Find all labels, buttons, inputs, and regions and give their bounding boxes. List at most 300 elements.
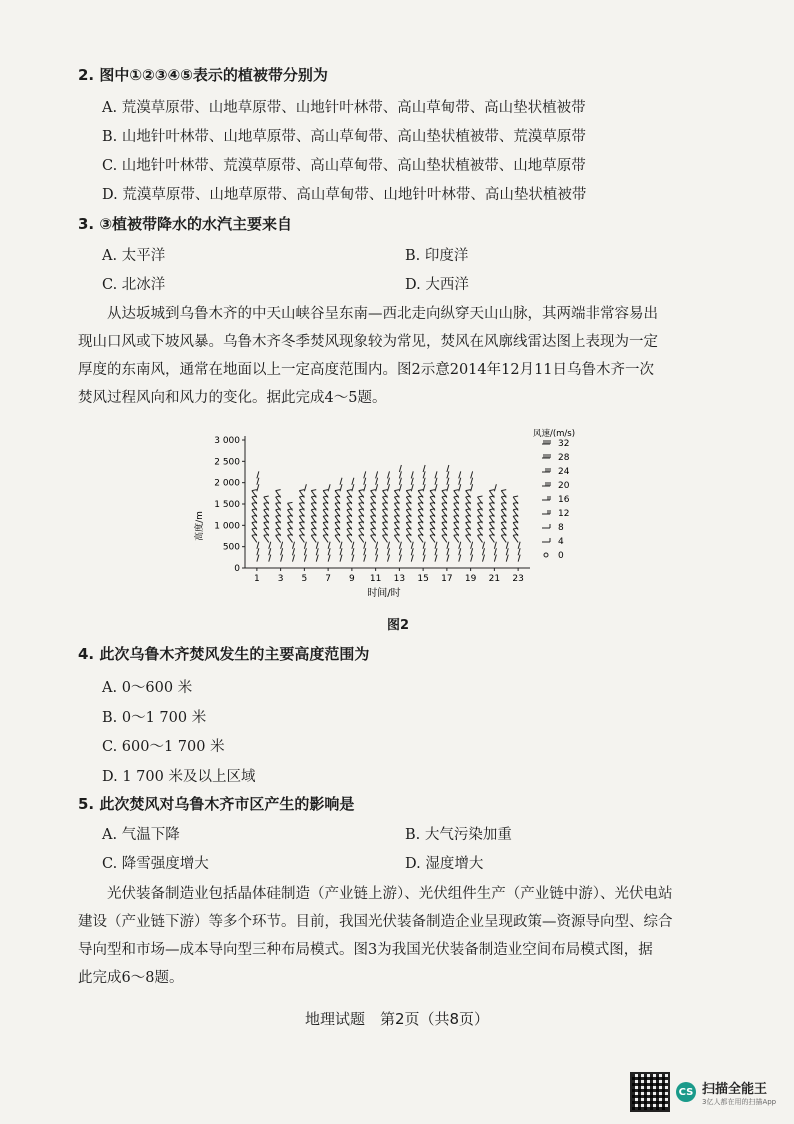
wind-barb xyxy=(506,548,508,555)
wind-barb xyxy=(340,484,342,491)
wind-barb-shaft xyxy=(506,548,508,555)
wind-barb xyxy=(471,484,473,491)
wind-barb-shaft xyxy=(352,548,354,555)
wind-barb-shaft xyxy=(459,484,461,491)
wind-barb-shaft xyxy=(352,484,354,491)
wind-barb xyxy=(518,555,520,562)
x-tick-label: 13 xyxy=(393,574,406,584)
wind-barb xyxy=(304,542,306,549)
wind-barb xyxy=(281,555,283,562)
wind-barb xyxy=(376,548,378,555)
wind-barb xyxy=(399,542,401,549)
wind-barb xyxy=(459,484,461,491)
wind-barb xyxy=(304,484,306,491)
wind-barb xyxy=(257,542,259,549)
wind-barb-shaft xyxy=(304,484,306,491)
wind-barb-shaft xyxy=(423,471,425,478)
wind-barb xyxy=(328,484,330,491)
wind-profile-chart xyxy=(190,428,590,608)
wind-barb xyxy=(459,555,461,562)
wind-barb xyxy=(423,548,425,555)
y-tick-label: 3 000 xyxy=(214,436,240,446)
legend-entry xyxy=(542,495,570,505)
question-3-option-d: D. 大西洋 xyxy=(405,277,469,293)
wind-barb xyxy=(518,548,520,555)
wind-barb-shaft xyxy=(447,484,449,491)
wind-barb xyxy=(423,478,425,485)
wind-barb xyxy=(411,548,413,555)
wind-barb xyxy=(423,555,425,562)
wind-barb xyxy=(399,465,401,472)
wind-barb-shaft xyxy=(288,535,293,542)
wind-barb xyxy=(388,555,390,562)
y-tick-label: 2 500 xyxy=(214,457,240,468)
wind-barb xyxy=(435,484,437,491)
wind-barb xyxy=(459,471,461,478)
wind-barb xyxy=(328,555,330,562)
passage-6-8-line-1: 光伏装备制造业包括晶体硅制造（产业链上游）、光伏组件生产（产业链中游）、光伏电站 xyxy=(107,886,673,902)
wind-barb-shaft xyxy=(471,555,473,562)
question-2-title: 2. 图中①②③④⑤表示的植被带分别为 xyxy=(78,66,328,84)
wind-barb-shaft xyxy=(478,535,483,542)
question-2-option-a: A. 荒漠草原带、山地草原带、山地针叶林带、高山草甸带、高山垫状植被带 xyxy=(102,100,586,116)
wind-barb xyxy=(411,471,413,478)
wind-barb-shaft xyxy=(501,535,506,542)
question-3-option-b: B. 印度洋 xyxy=(405,248,469,264)
wind-barb xyxy=(364,542,366,549)
legend-entry xyxy=(542,467,570,477)
x-tick-label: 9 xyxy=(349,574,355,584)
wind-barb-shaft xyxy=(269,548,271,555)
wind-barb xyxy=(257,478,259,485)
wind-barb xyxy=(376,555,378,562)
wind-barb-shaft xyxy=(257,548,259,555)
wind-barb xyxy=(423,542,425,549)
wind-barb-shaft xyxy=(388,484,390,491)
wind-barb-feather xyxy=(406,490,411,491)
wind-barb-shaft xyxy=(435,542,437,549)
legend-entry xyxy=(542,523,564,533)
wind-barb xyxy=(257,555,259,562)
wind-barb-shaft xyxy=(388,548,390,555)
question-4-option-a: A. 0～600 米 xyxy=(102,680,193,696)
wind-barb-shaft xyxy=(518,542,520,549)
wind-barb-shaft xyxy=(423,478,425,485)
wind-barb-shaft xyxy=(406,535,411,542)
wind-barb-feather xyxy=(418,490,423,491)
wind-barb xyxy=(447,478,449,485)
x-tick-label: 5 xyxy=(301,574,308,584)
wind-barb xyxy=(447,555,449,562)
wind-barb-feather xyxy=(489,490,494,491)
wind-barb-shaft xyxy=(359,535,364,542)
wind-barb-shaft xyxy=(364,471,366,478)
y-tick-label: 1 000 xyxy=(214,521,240,532)
legend-entry xyxy=(544,551,564,561)
question-3-option-a: A. 太平洋 xyxy=(102,248,166,264)
wind-barb-shaft xyxy=(364,478,366,485)
wind-barb-shaft xyxy=(293,555,295,562)
wind-barb-shaft xyxy=(328,484,330,491)
passage-6-8-line-4: 此完成6～8题。 xyxy=(78,970,184,986)
scanner-watermark xyxy=(630,1072,776,1112)
wind-barb xyxy=(435,555,437,562)
wind-barb xyxy=(423,484,425,491)
y-tick-label: 500 xyxy=(222,542,240,553)
question-2-option-d: D. 荒漠草原带、山地草原带、高山草甸带、山地针叶林带、高山垫状植被带 xyxy=(102,187,587,203)
wind-barb-shaft xyxy=(299,535,304,542)
wind-barb-feather xyxy=(311,490,316,491)
wind-barb-shaft xyxy=(399,555,401,562)
wind-barb xyxy=(399,471,401,478)
wind-barb xyxy=(388,548,390,555)
wind-barb-shaft xyxy=(447,555,449,562)
wind-barb xyxy=(494,555,496,562)
wind-barb-shaft xyxy=(459,478,461,485)
wind-barb-shaft xyxy=(304,548,306,555)
wind-barb xyxy=(316,548,318,555)
wind-barb-shaft xyxy=(388,555,390,562)
wind-barb-shaft xyxy=(435,471,437,478)
wind-barb-shaft xyxy=(506,542,508,549)
wind-barb-shaft xyxy=(483,542,485,549)
wind-barb-shaft xyxy=(399,478,401,485)
passage-6-8-line-2: 建设（产业链下游）等多个环节。目前，我国光伏装备制造企业呈现政策—资源导向型、综合 xyxy=(78,914,673,930)
wind-barb-shaft xyxy=(483,555,485,562)
wind-barb-shaft xyxy=(513,535,518,542)
wind-barb xyxy=(293,542,295,549)
wind-barb-shaft xyxy=(257,555,259,562)
wind-barb-feather xyxy=(383,490,388,491)
x-tick-label: 15 xyxy=(417,574,429,584)
wind-barb-shaft xyxy=(364,555,366,562)
legend-calm-circle xyxy=(544,553,548,557)
qr-code-icon xyxy=(630,1072,670,1112)
wind-barb xyxy=(293,555,295,562)
wind-barb-shaft xyxy=(411,542,413,549)
wind-barb xyxy=(352,548,354,555)
x-axis-label: 时间/时 xyxy=(367,588,401,599)
page-footer: 地理试题 第2页（共8页） xyxy=(304,1010,490,1028)
wind-barb xyxy=(376,484,378,491)
wind-barb xyxy=(281,542,283,549)
x-tick-label: 11 xyxy=(369,574,382,584)
wind-barb-shaft xyxy=(316,542,318,549)
wind-barb-shaft xyxy=(411,548,413,555)
camscanner-logo-icon: CS xyxy=(676,1082,696,1102)
legend-speed-label: 24 xyxy=(558,467,570,477)
wind-barb-shaft xyxy=(340,548,342,555)
wind-barb xyxy=(459,542,461,549)
wind-barb-shaft xyxy=(399,484,401,491)
wind-barb xyxy=(459,548,461,555)
wind-barb-shaft xyxy=(304,555,306,562)
wind-barb-shaft xyxy=(276,535,281,542)
wind-barb-shaft xyxy=(411,471,413,478)
passage-4-5-line-1: 从达坂城到乌鲁木齐的中天山峡谷呈东南—西北走向纵穿天山山脉，其两端非常容易出 xyxy=(107,306,658,322)
wind-barb-feather xyxy=(335,490,340,491)
wind-barb-shaft xyxy=(423,555,425,562)
wind-barb xyxy=(328,548,330,555)
wind-barb-shaft xyxy=(399,542,401,549)
wind-barb-shaft xyxy=(376,548,378,555)
wind-barb xyxy=(269,542,271,549)
wind-barb xyxy=(328,542,330,549)
wind-barb-shaft xyxy=(316,555,318,562)
wind-barb-shaft xyxy=(459,555,461,562)
wind-barb-shaft xyxy=(459,542,461,549)
x-tick-label: 19 xyxy=(464,574,477,584)
wind-barb xyxy=(399,555,401,562)
wind-barb-shaft xyxy=(335,535,340,542)
wind-barb-shaft xyxy=(447,478,449,485)
wind-barb-feather xyxy=(299,490,304,491)
wind-barb-shaft xyxy=(454,535,459,542)
wind-barb xyxy=(316,542,318,549)
wind-barb-shaft xyxy=(494,548,496,555)
wind-barb-shaft xyxy=(471,478,473,485)
wind-barb-feather xyxy=(513,496,518,497)
wind-barb xyxy=(447,484,449,491)
wind-barb-shaft xyxy=(435,555,437,562)
wind-speed-legend xyxy=(542,439,570,561)
legend-speed-label: 12 xyxy=(558,509,570,519)
wind-barb xyxy=(388,542,390,549)
wind-barb-shaft xyxy=(269,542,271,549)
wind-barb-shaft xyxy=(316,548,318,555)
question-4-title: 4. 此次乌鲁木齐焚风发生的主要高度范围为 xyxy=(78,645,370,663)
wind-barb-feather xyxy=(264,496,269,497)
wind-barb-feather xyxy=(347,490,352,491)
wind-barb-shaft xyxy=(489,535,494,542)
wind-barb-shaft xyxy=(471,471,473,478)
wind-barb xyxy=(376,542,378,549)
wind-barb-shaft xyxy=(340,478,342,485)
wind-barb xyxy=(483,542,485,549)
wind-barb-shaft xyxy=(364,548,366,555)
wind-barb xyxy=(447,548,449,555)
wind-barb-shaft xyxy=(399,465,401,472)
wind-barb-shaft xyxy=(483,548,485,555)
wind-barb xyxy=(411,555,413,562)
wind-barb-shaft xyxy=(388,478,390,485)
legend-speed-label: 32 xyxy=(558,439,570,449)
wind-barb-shaft xyxy=(430,535,435,542)
wind-barb xyxy=(340,542,342,549)
wind-barb-shaft xyxy=(376,555,378,562)
wind-barb xyxy=(364,548,366,555)
wind-barb-shaft xyxy=(281,555,283,562)
wind-barb-shaft xyxy=(471,542,473,549)
wind-barb-shaft xyxy=(340,484,342,491)
wind-barb xyxy=(483,555,485,562)
wind-barb-shaft xyxy=(323,535,328,542)
wind-barb xyxy=(518,542,520,549)
question-5-option-c: C. 降雪强度增大 xyxy=(102,856,209,872)
wind-barb-feather xyxy=(276,490,281,491)
legend-entry xyxy=(542,453,570,463)
legend-speed-label: 8 xyxy=(558,523,564,533)
question-3-option-c: C. 北冰洋 xyxy=(102,277,166,293)
wind-barb-shaft xyxy=(269,555,271,562)
wind-barb-shaft xyxy=(411,484,413,491)
wind-barb xyxy=(483,548,485,555)
wind-barb-shaft xyxy=(376,484,378,491)
wind-barb xyxy=(340,548,342,555)
wind-barb xyxy=(435,548,437,555)
wind-barb xyxy=(304,548,306,555)
wind-barb-shaft xyxy=(447,542,449,549)
wind-barb xyxy=(447,465,449,472)
x-tick-label: 7 xyxy=(325,574,331,584)
wind-barb-shaft xyxy=(388,471,390,478)
wind-barb-shaft xyxy=(399,548,401,555)
wind-barb-shaft xyxy=(506,555,508,562)
wind-barb-feather xyxy=(394,490,399,491)
question-2-option-b: B. 山地针叶林带、山地草原带、高山草甸带、高山垫状植被带、荒漠草原带 xyxy=(102,129,586,145)
wind-barb-shaft xyxy=(328,555,330,562)
wind-barb-shaft xyxy=(257,471,259,478)
passage-4-5-line-2: 现山口风或下坡风暴。乌鲁木齐冬季焚风现象较为常见，焚风在风廓线雷达图上表现为一定 xyxy=(78,334,658,350)
question-5-option-b: B. 大气污染加重 xyxy=(405,827,512,843)
wind-barb-shaft xyxy=(257,478,259,485)
wind-barb xyxy=(340,478,342,485)
wind-barb xyxy=(435,478,437,485)
wind-barb-shaft xyxy=(376,542,378,549)
wind-barb-shaft xyxy=(447,465,449,472)
wind-barb xyxy=(423,465,425,472)
wind-barb-shaft xyxy=(459,471,461,478)
wind-barb-feather xyxy=(323,490,328,491)
wind-barb-feather xyxy=(478,496,483,497)
wind-barb-shaft xyxy=(399,471,401,478)
wind-barb xyxy=(352,542,354,549)
wind-barb-shaft xyxy=(518,548,520,555)
x-tick-label: 3 xyxy=(277,574,284,584)
question-5-option-d: D. 湿度增大 xyxy=(405,856,484,872)
wind-barb-feather xyxy=(454,490,459,491)
wind-barb-shaft xyxy=(293,542,295,549)
wind-barb-shaft xyxy=(252,535,257,542)
wind-barb xyxy=(399,478,401,485)
question-5-option-a: A. 气温下降 xyxy=(102,827,180,843)
wind-barb-shaft xyxy=(435,484,437,491)
wind-barb-shaft xyxy=(388,542,390,549)
question-3-title: 3. ③植被带降水的水汽主要来自 xyxy=(78,215,293,233)
wind-barb xyxy=(423,471,425,478)
wind-barb-shaft xyxy=(376,471,378,478)
wind-barb-shaft xyxy=(352,542,354,549)
wind-barb xyxy=(340,555,342,562)
wind-barb-shaft xyxy=(435,548,437,555)
wind-barb-shaft xyxy=(447,471,449,478)
y-tick-label: 0 xyxy=(234,564,240,574)
question-4-option-c: C. 600～1 700 米 xyxy=(102,739,225,755)
wind-barb-shaft xyxy=(435,478,437,485)
wind-barb-shaft xyxy=(371,535,376,542)
wind-barb-shaft xyxy=(281,542,283,549)
wind-barb-shaft xyxy=(423,465,425,472)
passage-4-5-line-4: 焚风过程风向和风力的变化。据此完成4～5题。 xyxy=(78,390,387,406)
wind-barb xyxy=(447,471,449,478)
wind-barb-shaft xyxy=(494,484,496,491)
passage-6-8-line-3: 导向型和市场—成本导向型三种布局模式。图3为我国光伏装备制造业空间布局模式图，据 xyxy=(78,942,653,958)
wind-barb xyxy=(352,555,354,562)
wind-barb-shaft xyxy=(340,542,342,549)
wind-barb-shaft xyxy=(352,478,354,485)
wind-barb-shaft xyxy=(328,548,330,555)
y-tick-label: 1 500 xyxy=(214,500,240,510)
figure-2-caption: 图2 xyxy=(387,618,410,633)
wind-barb xyxy=(364,471,366,478)
wind-barb xyxy=(257,548,259,555)
wind-barb-feather xyxy=(371,490,376,491)
question-4-option-b: B. 0～1 700 米 xyxy=(102,710,207,726)
wind-barb-feather xyxy=(501,490,506,491)
wind-barb xyxy=(435,471,437,478)
wind-barb xyxy=(352,484,354,491)
wind-barb-feather xyxy=(288,502,293,503)
wind-barb-shaft xyxy=(376,478,378,485)
wind-barb-feather xyxy=(252,490,257,491)
wind-barb-shaft xyxy=(281,548,283,555)
wind-barb xyxy=(304,555,306,562)
wind-barb xyxy=(388,478,390,485)
wind-barb xyxy=(376,471,378,478)
wind-barb-shaft xyxy=(423,542,425,549)
x-tick-label: 21 xyxy=(488,574,501,584)
legend-entry xyxy=(542,537,564,547)
wind-barb-shaft xyxy=(411,478,413,485)
wind-barb-shaft xyxy=(304,542,306,549)
wind-barb-shaft xyxy=(423,484,425,491)
wind-barb-shaft xyxy=(383,535,388,542)
wind-barb-shaft xyxy=(347,535,352,542)
wind-barb xyxy=(399,548,401,555)
passage-4-5-line-3: 厚度的东南风，通常在地面以上一定高度范围内。图2示意2014年12月11日乌鲁木齐一次 xyxy=(78,362,655,378)
wind-barb-shaft xyxy=(293,548,295,555)
wind-barb-feather xyxy=(359,490,364,491)
wind-barb-shaft xyxy=(423,548,425,555)
wind-barb-shaft xyxy=(364,542,366,549)
wind-barb xyxy=(316,555,318,562)
wind-barb-shaft xyxy=(518,555,520,562)
legend-entry xyxy=(542,439,569,449)
wind-barb-shaft xyxy=(340,555,342,562)
wind-barb xyxy=(388,484,390,491)
question-2-option-c: C. 山地针叶林带、荒漠草原带、高山草甸带、高山垫状植被带、山地草原带 xyxy=(102,158,586,174)
legend-speed-label: 28 xyxy=(558,453,570,463)
y-axis xyxy=(214,436,245,574)
wind-barb-shaft xyxy=(257,484,259,491)
wind-barb xyxy=(435,542,437,549)
wind-barb xyxy=(269,548,271,555)
x-axis xyxy=(245,568,530,584)
wind-barb-shaft xyxy=(394,535,399,542)
wind-barb-shaft xyxy=(471,484,473,491)
legend-speed-label: 20 xyxy=(558,481,570,491)
wind-barb xyxy=(388,471,390,478)
legend-speed-label: 4 xyxy=(558,537,564,547)
wind-barb-shaft xyxy=(418,535,423,542)
camscanner-name: 扫描全能王 xyxy=(702,1081,768,1097)
wind-barb xyxy=(459,478,461,485)
wind-barb-shaft xyxy=(352,555,354,562)
wind-barb xyxy=(376,478,378,485)
wind-barb-feather xyxy=(466,490,471,491)
x-tick-label: 17 xyxy=(441,574,453,584)
question-5-title: 5. 此次焚风对乌鲁木齐市区产生的影响是 xyxy=(78,795,355,813)
